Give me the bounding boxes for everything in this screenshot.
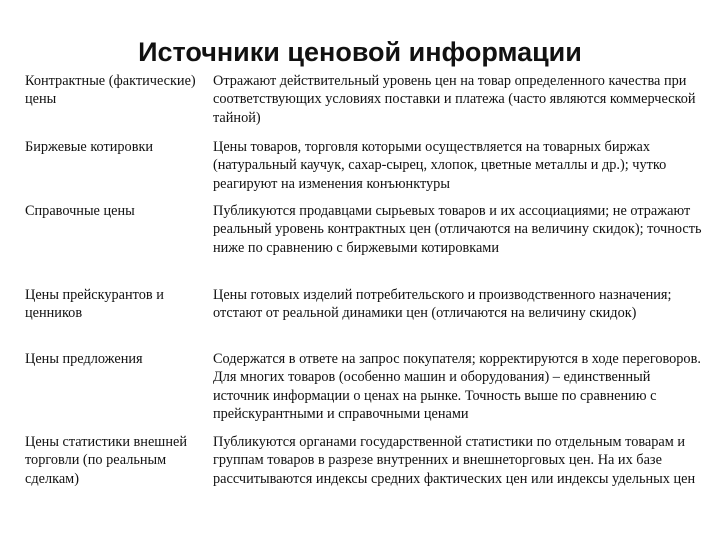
source-name: Цены прейскурантов и ценников <box>25 287 164 322</box>
table-row <box>25 138 709 202</box>
source-name: Справочные цены <box>25 203 135 219</box>
source-description: Публикуются органами государственной статистики по отдельным товарам и группам товаров в разрезе внутренних и внешнеторговых цен. На их базе рассчитываются индексы средних фактических цен или индексы удельных цен <box>213 434 696 487</box>
table-row <box>25 433 709 513</box>
source-name: Биржевые котировки <box>25 139 154 155</box>
table-row <box>25 350 709 433</box>
source-description: Цены товаров, торговля которыми осуществляется на товарных биржах (натуральный каучук, сахар-сырец, хлопок, цветные металлы и др.); чутко реагируют на изменения конъюнктуры <box>213 139 667 192</box>
table-row <box>25 286 709 350</box>
page-title: Источники ценовой информации <box>138 37 582 67</box>
source-name: Цены статистики внешней торговли (по реальным сделкам) <box>25 434 187 487</box>
source-description: Цены готовых изделий потребительского и производственного назначения; отстают от реальной динамики цен (отличаются на величину скидок) <box>213 287 672 322</box>
price-sources-table <box>25 72 709 513</box>
table-row <box>25 72 709 138</box>
source-name: Контрактные (фактические) цены <box>25 73 196 108</box>
source-description: Отражают действительный уровень цен на товар определенного качества при соответствующих условиях поставки и платежа (часто являются коммерческой тайной) <box>213 73 696 126</box>
source-description: Публикуются продавцами сырьевых товаров и их ассоциациями; не отражают реальный уровень контрактных цен (отличаются на величину скидок); точность ниже по сравнению с биржевыми котировками <box>213 203 702 256</box>
source-description: Содержатся в ответе на запрос покупателя; корректируются в ходе переговоров. Для многих товаров (особенно машин и оборудования) – единственный источник информации о ценах на рынке. Точность выше по сравнению с прейскурантными и справочными ценами <box>213 351 701 423</box>
source-name: Цены предложения <box>25 351 143 367</box>
table-row <box>25 202 709 286</box>
